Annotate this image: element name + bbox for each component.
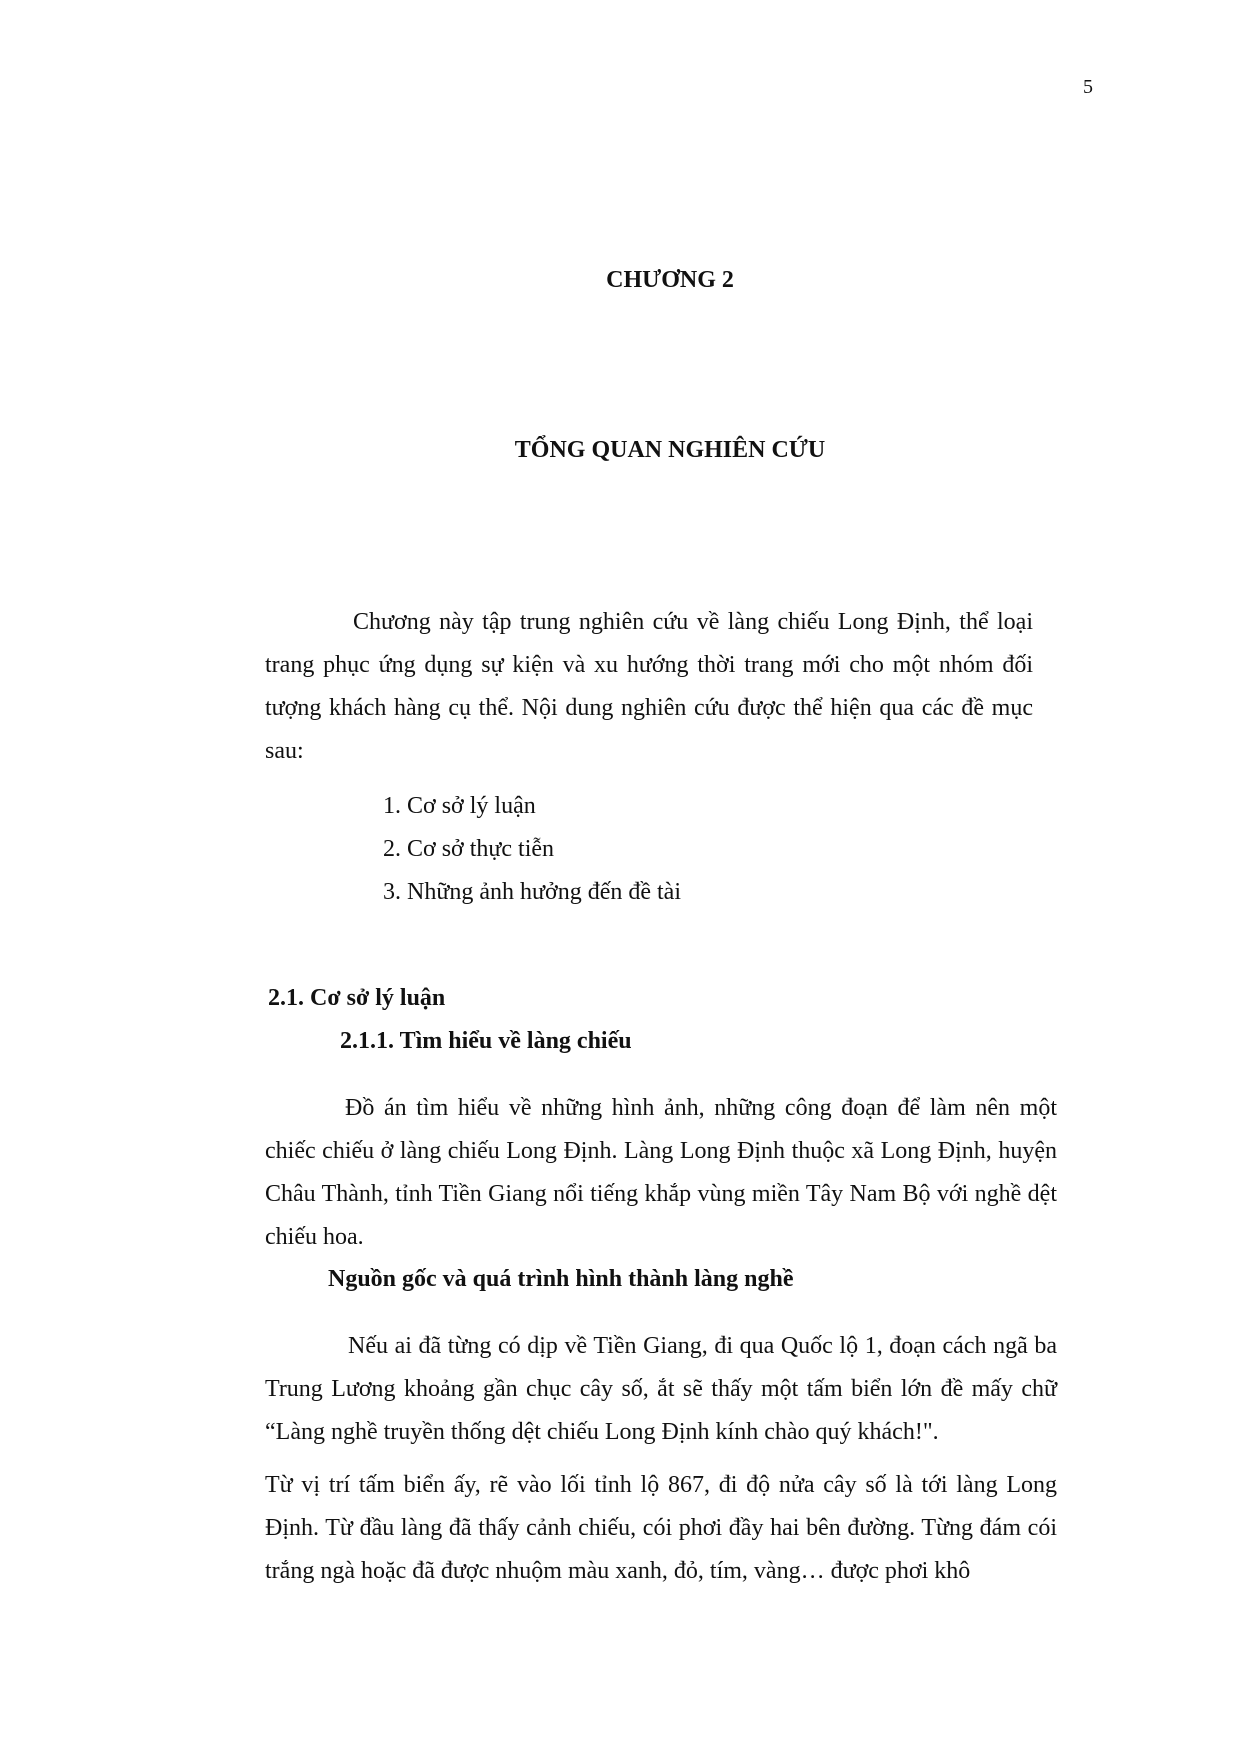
outline-list [383, 785, 681, 914]
outline-item-2: 2. Cơ sở thực tiễn [383, 836, 555, 862]
outline-item-3: 3. Những ảnh hưởng đến đề tài [383, 879, 681, 905]
origin-paragraph: Nếu ai đã từng có dịp về Tiền Giang, đi qua Quốc lộ 1, đoạn cách ngã ba Trung Lương khoảng gần chục cây số, ắt sẽ thấy một tấm biển lớn đề mấy chữ “Làng nghề truyền thống dệt chiếu Long Định kính chào quý khách!". [265, 1333, 1057, 1445]
subsection-heading: 2.1.1. Tìm hiểu về làng chiếu [340, 1028, 632, 1054]
intro-paragraph: Chương này tập trung nghiên cứu về làng chiếu Long Định, thể loại trang phục ứng dụng sự kiện và xu hướng thời trang mới cho một nhóm đối tượng khách hàng cụ thể. Nội dung nghiên cứu được thể hiện qua các đề mục sau: [265, 609, 1033, 764]
body-paragraph: Đồ án tìm hiểu về những hình ảnh, những công đoạn để làm nên một chiếc chiếu ở làng chiếu Long Định. Làng Long Định thuộc xã Long Định, huyện Châu Thành, tỉnh Tiền Giang nổi tiếng khắp vùng miền Tây Nam Bộ với nghề dệt chiếu hoa. [265, 1095, 1057, 1250]
page-number: 5 [1083, 76, 1093, 98]
chapter-subtitle: TỔNG QUAN NGHIÊN CỨU [514, 437, 826, 463]
chapter-title: CHƯƠNG 2 [606, 267, 734, 293]
section-heading: 2.1. Cơ sở lý luận [268, 985, 446, 1011]
outline-item-1: 1. Cơ sở lý luận [383, 793, 536, 819]
origin-paragraph-continued: Từ vị trí tấm biển ấy, rẽ vào lối tỉnh lộ 867, đi độ nửa cây số là tới làng Long Định. Từ đầu làng đã thấy cảnh chiếu, cói phơi đầy hai bên đường. Từng đám cói trắng ngà hoặc đã được nhuộm màu xanh, đỏ, tím, vàng… được phơi khô [265, 1472, 1057, 1584]
origin-heading: Nguồn gốc và quá trình hình thành làng nghề [328, 1266, 794, 1292]
